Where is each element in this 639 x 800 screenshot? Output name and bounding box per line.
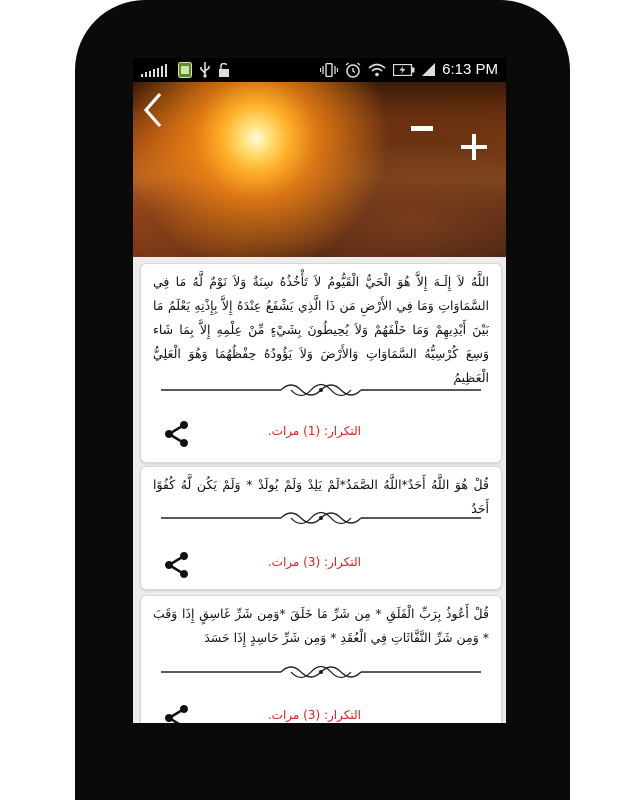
battery-charging-icon bbox=[393, 64, 415, 76]
back-button[interactable] bbox=[143, 92, 163, 134]
dhikr-card bbox=[140, 595, 502, 723]
dhikr-text: اللَّهُ لاَ إِلَـهَ إِلاَّ هُوَ الْحَيُّ الْقَيُّومُ لاَ تَأْخُذُهُ سِنَةٌ وَلاَ نَوْمٌ لَّهُ مَا فِي السَّمَاوَاتِ وَمَا فِي الأَرْضِ مَن ذَا الَّذِي يَشْفَعُ عِنْدَهُ إِلاَّ بِإِذْنِهِ يَعْلَمُ مَا بَيْنَ أَيْدِيهِمْ وَمَا خَلْفَهُمْ وَلاَ يُحِيطُونَ بِشَيْءٍ مِّنْ عِلْمِهِ إِلاَّ بِمَا شَاء وَسِعَ كُرْسِيُّهُ السَّمَاوَاتِ وَالأَرْضَ وَلاَ يَؤُودُهُ حِفْظُهُمَا وَهُوَ الْعَلِيُّ الْعَظِيمُ bbox=[153, 274, 489, 385]
unlock-icon bbox=[218, 63, 230, 77]
ornament-divider bbox=[161, 659, 481, 685]
tablet-frame-bottom bbox=[75, 760, 570, 800]
alarm-icon bbox=[345, 62, 361, 78]
dhikr-card bbox=[140, 466, 502, 590]
wifi-icon bbox=[368, 63, 386, 77]
cell-signal-icon bbox=[422, 63, 435, 76]
app-notification-icon bbox=[178, 62, 192, 78]
dhikr-text: قُلْ هُوَ اللَّهُ أَحَدٌ*اللَّهُ الصَّمَدُ*لَمْ يَلِدْ وَلَمْ يُولَدْ * وَلَمْ يَكُن لَّهُ كُفُوًا أَحَدٌ bbox=[153, 477, 489, 516]
repeat-count: التكرار: (3) مرات. bbox=[267, 555, 361, 569]
share-icon[interactable] bbox=[163, 420, 191, 448]
screen bbox=[133, 58, 506, 723]
vibrate-icon bbox=[320, 63, 338, 77]
header-banner bbox=[133, 82, 506, 257]
chevron-left-icon bbox=[143, 92, 163, 128]
ornament-divider bbox=[161, 505, 481, 531]
dhikr-card bbox=[140, 263, 502, 463]
usb-icon bbox=[199, 62, 211, 78]
repeat-count: التكرار: (1) مرات. bbox=[267, 424, 361, 438]
zoom-out-button[interactable] bbox=[411, 126, 433, 131]
share-icon[interactable] bbox=[163, 551, 191, 579]
zoom-in-button[interactable] bbox=[461, 134, 487, 160]
status-bar bbox=[133, 58, 506, 82]
dhikr-text: قُلْ أَعُوذُ بِرَبِّ الْفَلَقِ * مِن شَرِّ مَا خَلَقَ *وَمِن شَرِّ غَاسِقٍ إِذَا وَقَبَ * وَمِن شَرِّ النَّفَّاثَاتِ فِي الْعُقَدِ * وَمِن شَرِّ حَاسِدٍ إِذَا حَسَدَ bbox=[153, 606, 489, 645]
repeat-count: التكرار: (3) مرات. bbox=[267, 708, 361, 722]
signal-bars-icon bbox=[141, 64, 171, 77]
status-time: 6:13 PM bbox=[442, 61, 498, 78]
share-icon[interactable] bbox=[163, 704, 191, 723]
ornament-divider bbox=[161, 377, 481, 403]
